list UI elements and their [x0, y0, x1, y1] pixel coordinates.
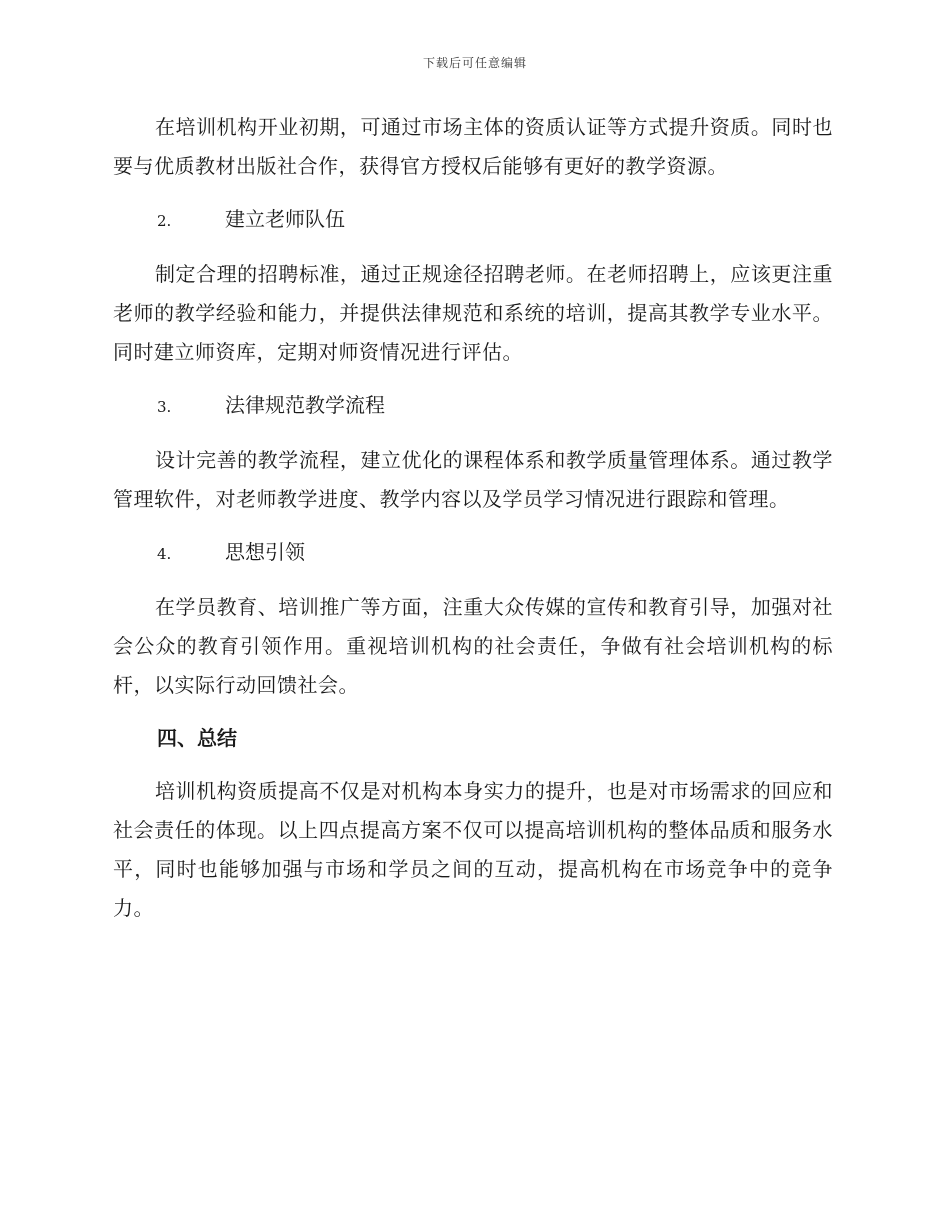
paragraph-teachers: 制定合理的招聘标准，通过正规途径招聘老师。在老师招聘上，应该更注重老师的教学经验和能力，并提供法律规范和系统的培训，提高其教学专业水平。同时建立师资库，定期对师资情况进行评估。 — [113, 262, 833, 364]
paragraph-process: 设计完善的教学流程，建立优化的课程体系和教学质量管理体系。通过教学管理软件，对老师教学进度、教学内容以及学员学习情况进行跟踪和管理。 — [113, 448, 833, 511]
numbered-heading-3 — [113, 386, 833, 427]
document-body — [113, 108, 833, 942]
heading-number: 3. — [157, 398, 172, 416]
heading-text: 思想引领 — [225, 540, 305, 564]
paragraph-summary: 培训机构资质提高不仅是对机构本身实力的提升，也是对市场需求的回应和社会责任的体现。以上四点提高方案不仅可以提高培训机构的整体品质和服务水平，同时也能够加强与市场和学员之间的互动，提高机构在市场竞争中的竞争力。 — [113, 779, 833, 920]
heading-text: 建立老师队伍 — [225, 207, 345, 231]
numbered-heading-2 — [113, 200, 833, 241]
section-heading-summary: 四、总结 — [157, 726, 237, 750]
numbered-heading-4 — [113, 533, 833, 574]
paragraph-qualification: 在培训机构开业初期，可通过市场主体的资质认证等方式提升资质。同时也要与优质教材出版社合作，获得官方授权后能够有更好的教学资源。 — [113, 115, 833, 178]
page-header: 下载后可任意编辑 — [422, 56, 527, 70]
heading-text: 法律规范教学流程 — [225, 393, 385, 417]
heading-number: 4. — [157, 545, 172, 563]
heading-number: 2. — [157, 212, 172, 230]
paragraph-guidance: 在学员教育、培训推广等方面，注重大众传媒的宣传和教育引导，加强对社会公众的教育引领作用。重视培训机构的社会责任，争做有社会培训机构的标杆，以实际行动回馈社会。 — [113, 595, 833, 697]
